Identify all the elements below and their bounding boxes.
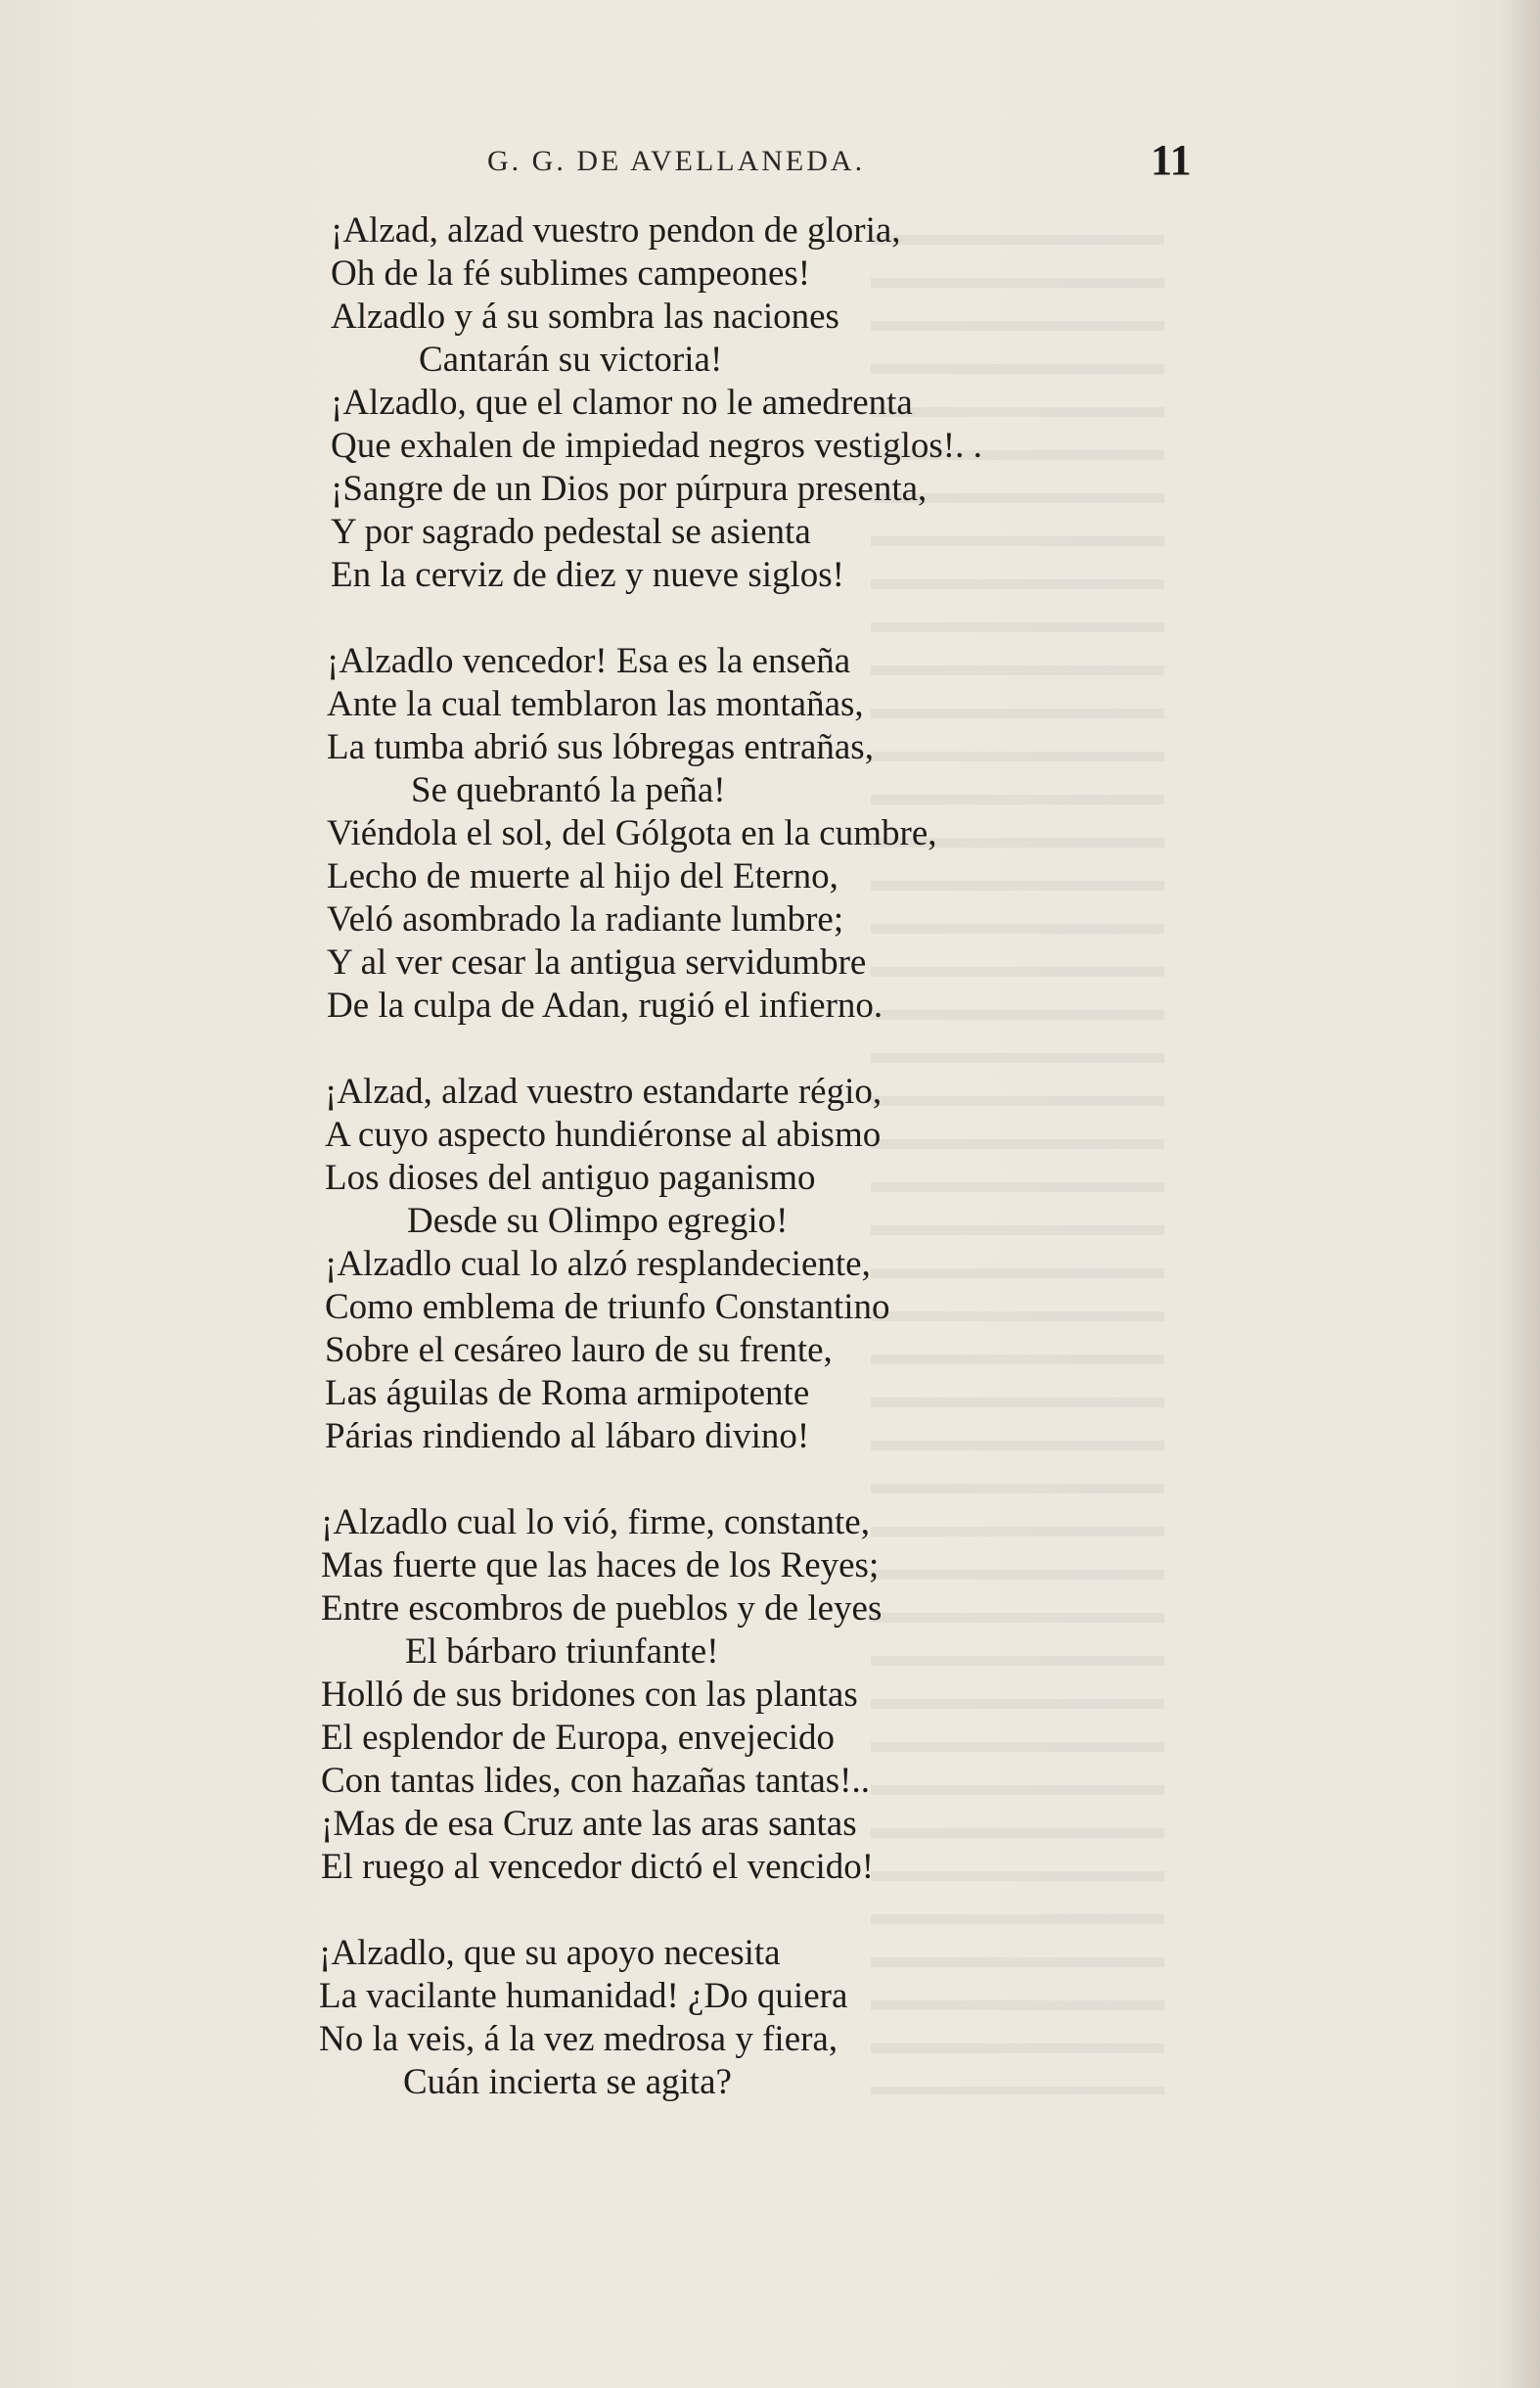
verse-line: Como emblema de triunfo Constantino [325,1287,890,1327]
verse-line: Lecho de muerte al hijo del Eterno, [327,856,838,896]
verse-line: Las águilas de Roma armipotente [325,1373,810,1413]
verse-line-indented: El bárbaro triunfante! [405,1631,719,1672]
verse-line: ¡Alzadlo cual lo alzó resplandeciente, [325,1244,871,1284]
verse-line-indented: Cantarán su victoria! [419,340,723,380]
page-number: 11 [1151,136,1192,184]
verse-line: A cuyo aspecto hundiéronse al abismo [325,1115,882,1155]
verse-line: El ruego al vencedor dictó el vencido! [321,1847,875,1887]
verse-line: Párias rindiendo al lábaro divino! [325,1416,810,1456]
verse-line: Sobre el cesáreo lauro de su frente, [325,1330,833,1370]
verse-line: De la culpa de Adan, rugió el infierno. [327,986,883,1026]
verse-line: No la veis, á la vez medrosa y fiera, [319,2019,838,2059]
verse-line: ¡Mas de esa Cruz ante las aras santas [321,1804,857,1844]
stanza-1 [0,209,1540,597]
verse-line: ¡Alzadlo, que su apoyo necesita [319,1933,781,1973]
verse-line: ¡Alzadlo cual lo vió, firme, constante, [321,1502,870,1542]
verse-line: ¡Sangre de un Dios por púrpura presenta, [331,469,928,509]
verse-line: Y por sagrado pedestal se asienta [331,512,811,552]
verse-line: Holló de sus bridones con las plantas [321,1675,858,1715]
verse-line: El esplendor de Europa, envejecido [321,1718,835,1758]
verse-line: ¡Alzadlo, que el clamor no le amedrenta [331,383,913,423]
poem [0,209,1540,2147]
verse-line: La tumba abrió sus lóbregas entrañas, [327,727,874,767]
verse-line: Y al ver cesar la antigua servidumbre [327,942,867,983]
verse-line: Alzadlo y á su sombra las naciones [331,297,839,337]
verse-line: Entre escombros de pueblos y de leyes [321,1588,883,1629]
verse-line-indented: Se quebrantó la peña! [411,770,726,810]
stanza-5 [0,1932,1540,2104]
verse-line-indented: Cuán incierta se agita? [403,2062,732,2102]
stanza-4 [0,1501,1540,1889]
verse-line: La vacilante humanidad! ¿Do quiera [319,1976,848,2016]
verse-line: ¡Alzadlo vencedor! Esa es la enseña [327,641,851,681]
page-header [0,135,1540,194]
verse-line: Los dioses del antiguo paganismo [325,1158,816,1198]
verse-line: Veló asombrado la radiante lumbre; [327,899,844,940]
verse-line: Oh de la fé sublimes campeones! [331,253,811,294]
stanza-3 [0,1071,1540,1458]
running-head: G. G. DE AVELLANEDA. [487,145,866,177]
verse-line: Viéndola el sol, del Gólgota en la cumbre, [327,813,937,853]
verse-line: ¡Alzad, alzad vuestro estandarte régio, [325,1072,883,1112]
verse-line: Ante la cual temblaron las montañas, [327,684,864,724]
verse-line: ¡Alzad, alzad vuestro pendon de gloria, [331,210,901,251]
verse-line: Que exhalen de impiedad negros vestiglos!. . [331,426,982,466]
verse-line: Con tantas lides, con hazañas tantas!.. [321,1761,870,1801]
verse-line: En la cerviz de diez y nueve siglos! [331,555,844,595]
verse-line-indented: Desde su Olimpo egregio! [407,1201,789,1241]
stanza-2 [0,640,1540,1028]
verse-line: Mas fuerte que las haces de los Reyes; [321,1545,880,1585]
